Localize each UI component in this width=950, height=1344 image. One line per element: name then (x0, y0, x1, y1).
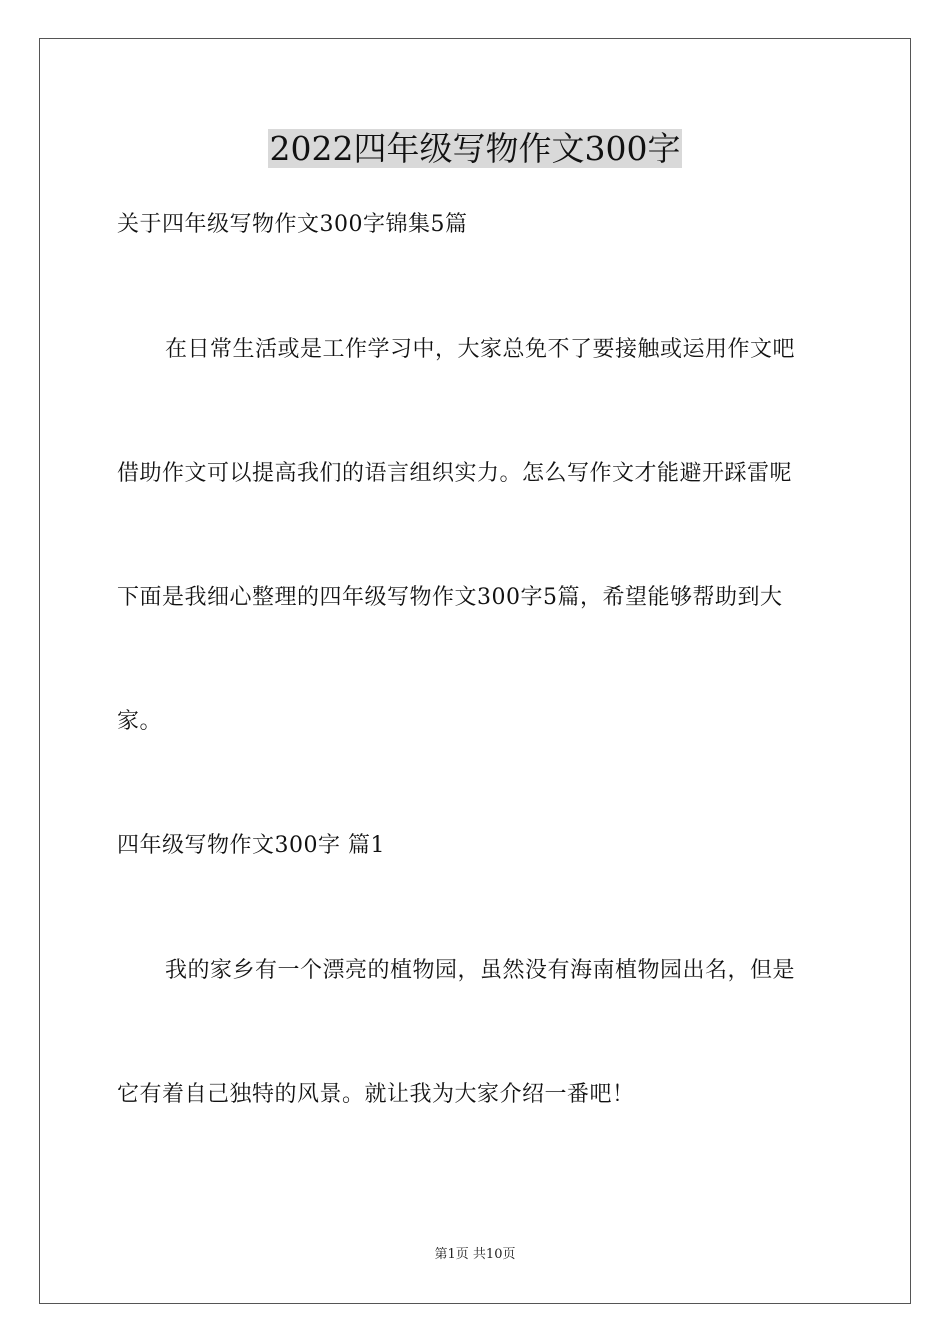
paragraph-line: 下面是我细心整理的四年级写物作文300字5篇，希望能够帮助到大 (117, 585, 783, 610)
document-title (0, 126, 950, 172)
section-heading: 四年级写物作文300字 篇1 (117, 833, 385, 858)
paragraph-line: 它有着自己独特的风景。就让我为大家介绍一番吧！ (117, 1082, 635, 1107)
paragraph-line: 借助作文可以提高我们的语言组织实力。怎么写作文才能避开踩雷呢 (117, 461, 793, 486)
document-title-text: 2022四年级写物作文300字 (269, 129, 681, 168)
paragraph-line: 我的家乡有一个漂亮的植物园，虽然没有海南植物园出名，但是 (165, 958, 796, 983)
subtitle-line: 关于四年级写物作文300字锦集5篇 (117, 212, 468, 237)
paragraph-line: 家。 (117, 709, 163, 734)
paragraph-line: 在日常生活或是工作学习中，大家总免不了要接触或运用作文吧 (165, 337, 796, 362)
page-footer: 第1页 共10页 (434, 1247, 516, 1262)
